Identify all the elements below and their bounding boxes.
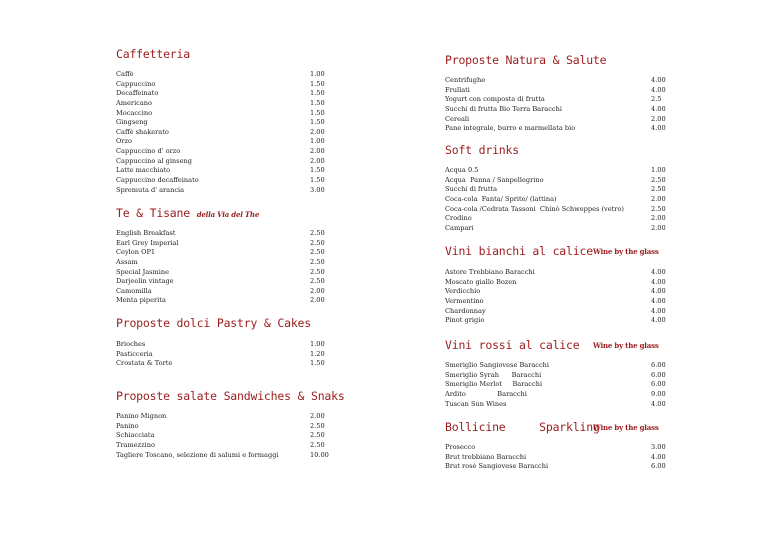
menu-item [116, 229, 328, 239]
menu-item-price: 2.00 [310, 412, 325, 420]
menu-item [116, 147, 328, 157]
menu-item-name: Smeriglio Sangiovese Baracchi [445, 361, 550, 369]
menu-item [445, 124, 669, 134]
menu-item-name: Camomilla [116, 286, 152, 295]
menu-item-price: 1.00 [310, 70, 325, 78]
menu-item [116, 296, 328, 306]
menu-item-name: Gingseng [116, 118, 148, 127]
menu-item-price: 4.00 [651, 85, 666, 94]
menu-item [116, 451, 328, 461]
menu-item-price: 1.50 [310, 108, 325, 117]
menu-item-name: Ceylon OP1 [116, 248, 156, 257]
menu-item-name: Succhi di frutta [445, 185, 498, 194]
section-title: Caffetteria [116, 47, 190, 61]
menu-item-name: Cappuccino decaffeinato [116, 176, 199, 185]
menu-item-price: 2.50 [310, 238, 325, 247]
section-title: Proposte dolci Pastry & Cakes [116, 316, 311, 330]
menu-item-price: 2.00 [651, 194, 666, 203]
menu-item-name: Centrifughe [445, 76, 486, 84]
menu-item-name: Vermentino [445, 296, 484, 305]
section-title [116, 205, 328, 221]
menu-item-name: Cappuccino al ginseng [116, 156, 192, 165]
menu-item-name: Pinot grigio [445, 316, 485, 325]
menu-item-price: 2.50 [310, 440, 325, 449]
menu-item [445, 287, 669, 297]
menu-item [116, 412, 328, 422]
menu-item-price: 2.50 [310, 277, 325, 286]
menu-item-name: Menta piperita [116, 296, 166, 305]
menu-item [445, 380, 669, 390]
menu-item-price: 1.50 [310, 118, 325, 127]
menu-item-price: 4.00 [651, 452, 666, 461]
menu-item-price: 4.00 [651, 277, 666, 286]
item-list [445, 268, 669, 326]
menu-item-name: Acqua Panna / Sanpellegrino [445, 175, 544, 184]
menu-item [116, 70, 328, 80]
item-list [116, 412, 328, 460]
menu-item-price: 4.00 [651, 76, 666, 84]
menu-item-price: 2.50 [310, 257, 325, 266]
menu-item [445, 371, 669, 381]
menu-item-name: Caffè shakerato [116, 127, 169, 136]
section-title: Proposte salate Sandwiches & Snaks [116, 389, 345, 403]
menu-item-name: Cappuccino [116, 79, 156, 88]
menu-item [116, 157, 328, 167]
section-caffetteria [116, 46, 328, 194]
menu-item-name: Smeriglio Syrah Baracchi [445, 370, 542, 379]
menu-item-name: Pasticceria [116, 349, 153, 358]
menu-item-price: 4.00 [651, 287, 666, 296]
menu-item-price: 2.00 [651, 214, 666, 223]
menu-item [116, 166, 328, 176]
menu-item-price: 3.00 [651, 443, 666, 451]
item-list [445, 166, 669, 233]
menu-item-price: 2.50 [651, 175, 666, 184]
menu-item-price: 2.50 [310, 431, 325, 440]
menu-item-price: 6.00 [651, 370, 666, 379]
menu-item [116, 441, 328, 451]
menu-item-name: Astore Trebbiano Baracchi [445, 268, 535, 276]
section-title: Proposte Natura & Salute [445, 53, 607, 67]
menu-item-name: Panino [116, 421, 139, 430]
menu-item-name: Smeriglio Merlot Baracchi [445, 380, 543, 389]
menu-item-name: Assam [116, 257, 138, 266]
item-list [445, 361, 669, 409]
section-te-tisane [116, 205, 328, 305]
menu-item-price: 2.00 [310, 286, 325, 295]
menu-item-name: Campari [445, 223, 474, 232]
menu-item [445, 166, 669, 176]
menu-item [445, 307, 669, 317]
menu-item [445, 297, 669, 307]
menu-item [116, 89, 328, 99]
section-subtitle: Wine by the glass [593, 247, 659, 256]
section-bollicine [445, 419, 669, 471]
menu-item-price: 3.00 [310, 185, 325, 194]
menu-item-price: 6.00 [651, 380, 666, 389]
menu-item-price: 1.50 [310, 89, 325, 98]
section-title [445, 419, 669, 435]
menu-item [445, 195, 669, 205]
menu-item-name: Panino Mignon [116, 412, 167, 420]
section-title: Soft drinks [445, 143, 519, 157]
menu-item [445, 176, 669, 186]
menu-item-name: Tuscan Sun Wines [445, 399, 507, 408]
menu-item-name: Darjeelin vintage [116, 277, 174, 286]
section-subtitle: della Via del The [196, 210, 260, 219]
menu-item [116, 176, 328, 186]
menu-item-name: Cereali [445, 114, 470, 123]
menu-item [116, 287, 328, 297]
menu-item [116, 128, 328, 138]
section-title-text: Vini bianchi al calice [445, 244, 593, 258]
menu-item-name: Orzo [116, 137, 133, 146]
menu-item-price: 1.50 [310, 166, 325, 175]
menu-item-price: 2.00 [310, 127, 325, 136]
menu-item [116, 422, 328, 432]
menu-item-name: Special Jasmine [116, 267, 170, 276]
item-list [116, 340, 328, 369]
menu-item [445, 185, 669, 195]
menu-item-price: 2.00 [651, 114, 666, 123]
section-subtitle: Wine by the glass [593, 341, 659, 350]
menu-item-price: 4.00 [651, 296, 666, 305]
menu-item-name: Schiacciata [116, 431, 155, 440]
menu-item-price: 2.50 [310, 248, 325, 257]
menu-item-name: Ardito Baracchi [445, 389, 527, 398]
menu-item-price: 4.00 [651, 399, 666, 408]
menu-item [116, 248, 328, 258]
menu-item-price: 1.50 [310, 176, 325, 185]
menu-item-price: 2.00 [310, 296, 325, 305]
item-list [116, 70, 328, 195]
menu-item-price: 1.00 [310, 137, 325, 146]
menu-item [116, 80, 328, 90]
menu-item [116, 359, 328, 369]
menu-item-price: 9.00 [651, 389, 666, 398]
menu-item-price: 1.50 [310, 98, 325, 107]
item-list [445, 443, 669, 472]
menu-item [116, 239, 328, 249]
menu-item-name: Succhi di frutta Bio Terra Baracchi [445, 104, 562, 113]
menu-item [116, 118, 328, 128]
menu-item-price: 4.00 [651, 268, 666, 276]
menu-item-name: Coca-cola /Cedrata Tassoni Chinò Schweppes (vetro) [445, 204, 624, 213]
menu-item [445, 400, 669, 410]
menu-item-name: Chardonnay [445, 306, 486, 315]
menu-item-name: Crostata & Torte [116, 359, 173, 368]
menu-item [116, 350, 328, 360]
menu-item [116, 268, 328, 278]
menu-item-price: 2.5 [651, 95, 662, 104]
menu-item-name: Earl Grey Imperial [116, 238, 179, 247]
menu-item-price: 1.20 [310, 349, 325, 358]
menu-item [445, 390, 669, 400]
menu-item [445, 205, 669, 215]
item-list [116, 229, 328, 306]
menu-item-name: Decaffeinato [116, 89, 159, 98]
menu-item-price: 1.50 [310, 79, 325, 88]
section-proposte-dolci [116, 315, 328, 368]
menu-item-name: Tramezzino [116, 440, 155, 449]
menu-item-price: 6.00 [651, 462, 666, 471]
menu-item-price: 1.00 [651, 166, 666, 174]
menu-item-price: 1.00 [310, 340, 325, 348]
menu-item-name: Caffè [116, 70, 134, 78]
menu-item-price: 2.50 [310, 229, 325, 237]
menu-item-price: 4.00 [651, 306, 666, 315]
menu-item-price: 2.00 [310, 156, 325, 165]
section-vini-bianchi [445, 243, 669, 325]
menu-item [445, 462, 669, 472]
menu-item-price: 2.00 [651, 223, 666, 232]
menu-item [445, 86, 669, 96]
menu-item [445, 115, 669, 125]
menu-item-name: Verdicchio [445, 287, 481, 296]
section-proposte-salate [116, 388, 345, 459]
menu-item-name: Yogurt con composta di frutta [445, 95, 545, 104]
menu-item-name: Acqua 0.5 [445, 166, 479, 174]
menu-item [445, 224, 669, 234]
menu-item-name: Pane integrale, burro e marmellata bio [445, 124, 576, 133]
menu-item [445, 453, 669, 463]
menu-item [116, 137, 328, 147]
menu-item [116, 186, 328, 196]
section-title [445, 337, 669, 353]
menu-item-price: 4.00 [651, 124, 666, 133]
menu-item-price: 10.00 [310, 450, 329, 459]
menu-item-price: 2.50 [651, 204, 666, 213]
menu-item-name: Prosecco [445, 443, 476, 451]
menu-item [445, 443, 669, 453]
menu-item [116, 340, 328, 350]
menu-item [116, 431, 328, 441]
menu-item [445, 278, 669, 288]
menu-item [445, 214, 669, 224]
menu-item-name: Brioches [116, 340, 146, 348]
section-title-text: Vini rossi al calice [445, 338, 580, 352]
menu-item-name: Mocaccino [116, 108, 153, 117]
item-list [445, 76, 669, 134]
section-subtitle: Wine by the glass [593, 423, 659, 432]
menu-item-price: 2.50 [651, 185, 666, 194]
menu-item-name: Tagliere Toscano, selezione di salumi e formaggi [116, 450, 279, 459]
menu-item-name: Coca-cola Fanta/ Sprite/ (lattina) [445, 194, 557, 203]
menu-item-price: 2.00 [310, 147, 325, 156]
menu-item-price: 2.50 [310, 421, 325, 430]
menu-item-price: 6.00 [651, 361, 666, 369]
menu-item-name: Brut rosè Sangiovese Baracchi [445, 462, 549, 471]
menu-item-name: Frullati [445, 85, 470, 94]
menu-item-name: Latte macchiato [116, 166, 171, 175]
menu-item-name: Spremuta d' arancia [116, 185, 185, 194]
menu-item [116, 258, 328, 268]
menu-item [116, 109, 328, 119]
menu-item [445, 76, 669, 86]
menu-item-price: 2.50 [310, 267, 325, 276]
menu-item [445, 95, 669, 105]
section-vini-rossi [445, 337, 669, 408]
menu-item-name: Cappuccino d' orzo [116, 147, 181, 156]
menu-item [445, 361, 669, 371]
menu-item [445, 105, 669, 115]
menu-item [445, 268, 669, 278]
menu-item [445, 316, 669, 326]
menu-item-name: Americano [116, 98, 153, 107]
section-title-text: Bollicine Sparkling [445, 420, 600, 434]
section-soft-drinks [445, 142, 669, 232]
menu-item [116, 277, 328, 287]
menu-item-name: Brut trebbiano Baracchi [445, 452, 527, 461]
section-title [445, 243, 669, 259]
menu-item-price: 1.50 [310, 359, 325, 368]
menu-item-name: Moscato giallo Bozen [445, 277, 517, 286]
menu-item-name: Crodino [445, 214, 472, 223]
section-title-text: Te & Tisane [116, 206, 190, 220]
menu-item [116, 99, 328, 109]
menu-item-name: English Breakfast [116, 229, 176, 237]
section-natura-salute [445, 52, 669, 133]
menu-item-price: 4.00 [651, 316, 666, 325]
menu-item-price: 4.00 [651, 104, 666, 113]
